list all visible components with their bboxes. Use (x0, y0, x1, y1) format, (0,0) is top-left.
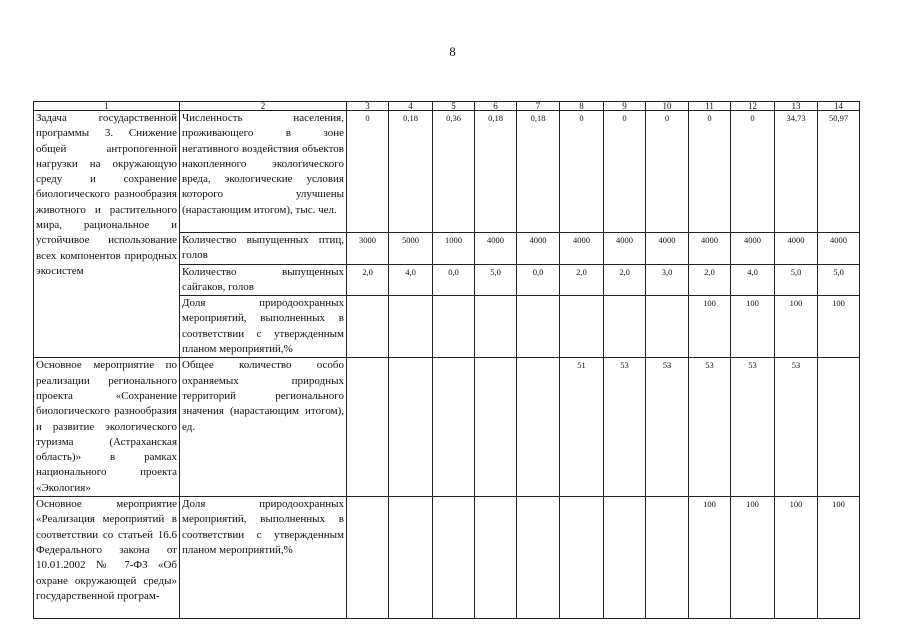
col-header: 7 (517, 102, 560, 111)
col-header: 13 (775, 102, 818, 111)
value-cell: 0 (689, 111, 731, 233)
col-header: 11 (689, 102, 731, 111)
indicator-cell: Доля природоохранных мероприятий, выполненных в соответствии с утвержденным планом мероприятий,% (180, 497, 347, 619)
value-cell (347, 497, 389, 619)
value-cell: 0,0 (433, 264, 475, 296)
value-cell: 5,0 (475, 264, 517, 296)
col-header: 2 (180, 102, 347, 111)
value-cell: 0,0 (517, 264, 560, 296)
value-cell: 4000 (646, 233, 689, 265)
value-cell (389, 497, 433, 619)
value-cell (389, 296, 433, 358)
value-cell: 5000 (389, 233, 433, 265)
value-cell: 0 (731, 111, 775, 233)
indicator-cell: Количество выпущенных сайгаков, голов (180, 264, 347, 296)
value-cell: 4000 (517, 233, 560, 265)
value-cell: 4000 (475, 233, 517, 265)
table-row (34, 497, 860, 619)
value-cell: 2,0 (560, 264, 604, 296)
value-cell: 4000 (604, 233, 646, 265)
value-cell: 0 (646, 111, 689, 233)
value-cell: 4,0 (731, 264, 775, 296)
table-row (34, 111, 860, 233)
value-cell: 0 (604, 111, 646, 233)
value-cell (389, 358, 433, 497)
value-cell (604, 497, 646, 619)
value-cell (347, 296, 389, 358)
value-cell: 1000 (433, 233, 475, 265)
value-cell (475, 296, 517, 358)
value-cell: 0,18 (389, 111, 433, 233)
value-cell (646, 296, 689, 358)
value-cell (818, 358, 860, 497)
value-cell (517, 497, 560, 619)
value-cell: 100 (818, 296, 860, 358)
value-cell (646, 497, 689, 619)
value-cell (433, 358, 475, 497)
value-cell: 34,73 (775, 111, 818, 233)
value-cell: 5,0 (775, 264, 818, 296)
value-cell: 100 (689, 296, 731, 358)
value-cell: 53 (731, 358, 775, 497)
value-cell: 0,18 (475, 111, 517, 233)
value-cell: 100 (731, 296, 775, 358)
value-cell: 5,0 (818, 264, 860, 296)
value-cell: 100 (689, 497, 731, 619)
value-cell (604, 296, 646, 358)
value-cell: 50,97 (818, 111, 860, 233)
value-cell: 100 (775, 497, 818, 619)
value-cell: 0 (347, 111, 389, 233)
value-cell: 3000 (347, 233, 389, 265)
activity-cell: Основное мероприятие «Реализация мероприятий в соответствии со статьей 16.6 Федерального закона от 10.01.2002 № 7-ФЗ «Об охране окружающей среды» государственной програм- (34, 497, 180, 619)
col-header: 6 (475, 102, 517, 111)
value-cell: 100 (818, 497, 860, 619)
col-header: 5 (433, 102, 475, 111)
value-cell (433, 296, 475, 358)
value-cell: 51 (560, 358, 604, 497)
value-cell: 0,18 (517, 111, 560, 233)
value-cell: 53 (646, 358, 689, 497)
col-header: 8 (560, 102, 604, 111)
indicators-table (33, 101, 860, 619)
value-cell: 4000 (731, 233, 775, 265)
value-cell: 53 (604, 358, 646, 497)
value-cell: 4,0 (389, 264, 433, 296)
col-header: 9 (604, 102, 646, 111)
value-cell (560, 497, 604, 619)
value-cell: 100 (775, 296, 818, 358)
value-cell (475, 497, 517, 619)
col-header: 12 (731, 102, 775, 111)
col-header: 10 (646, 102, 689, 111)
table-row (34, 358, 860, 497)
value-cell: 0,36 (433, 111, 475, 233)
col-header: 3 (347, 102, 389, 111)
value-cell: 53 (775, 358, 818, 497)
value-cell (517, 358, 560, 497)
value-cell: 4000 (818, 233, 860, 265)
value-cell: 3,0 (646, 264, 689, 296)
value-cell: 53 (689, 358, 731, 497)
col-header: 4 (389, 102, 433, 111)
task-cell: Задача государственной программы 3. Снижение общей антропогенной нагрузки на окружающую среду и сохранение биологического разнообразия животного и растительного мира, рациональное и устойчивое использование всех компонентов природных экосистем (34, 111, 180, 358)
col-header: 14 (818, 102, 860, 111)
value-cell: 2,0 (604, 264, 646, 296)
value-cell: 4000 (689, 233, 731, 265)
page-number: 8 (449, 44, 456, 59)
value-cell: 0 (560, 111, 604, 233)
header-row (34, 102, 860, 111)
value-cell: 2,0 (689, 264, 731, 296)
value-cell: 4000 (560, 233, 604, 265)
value-cell: 100 (731, 497, 775, 619)
value-cell: 4000 (775, 233, 818, 265)
value-cell (433, 497, 475, 619)
indicator-cell: Численность населения, проживающего в зоне негативного воздействия объектов накопленного экологического вреда, экологические условия которого улучшены (нарастающим итогом), тыс. чел. (180, 111, 347, 233)
indicator-cell: Количество выпущенных птиц, голов (180, 233, 347, 265)
col-header: 1 (34, 102, 180, 111)
value-cell (560, 296, 604, 358)
value-cell (475, 358, 517, 497)
value-cell (517, 296, 560, 358)
value-cell (347, 358, 389, 497)
value-cell: 2,0 (347, 264, 389, 296)
indicator-cell: Общее количество особо охраняемых природных территорий регионального значения (нарастающим итогом), ед. (180, 358, 347, 497)
indicator-cell: Доля природоохранных мероприятий, выполненных в соответствии с утвержденным планом мероприятий,% (180, 296, 347, 358)
activity-cell: Основное мероприятие по реализации регионального проекта «Сохранение биологического разнообразия и развитие экологического туризма (Астраханская область)» в рамках национального проекта «Экология» (34, 358, 180, 497)
